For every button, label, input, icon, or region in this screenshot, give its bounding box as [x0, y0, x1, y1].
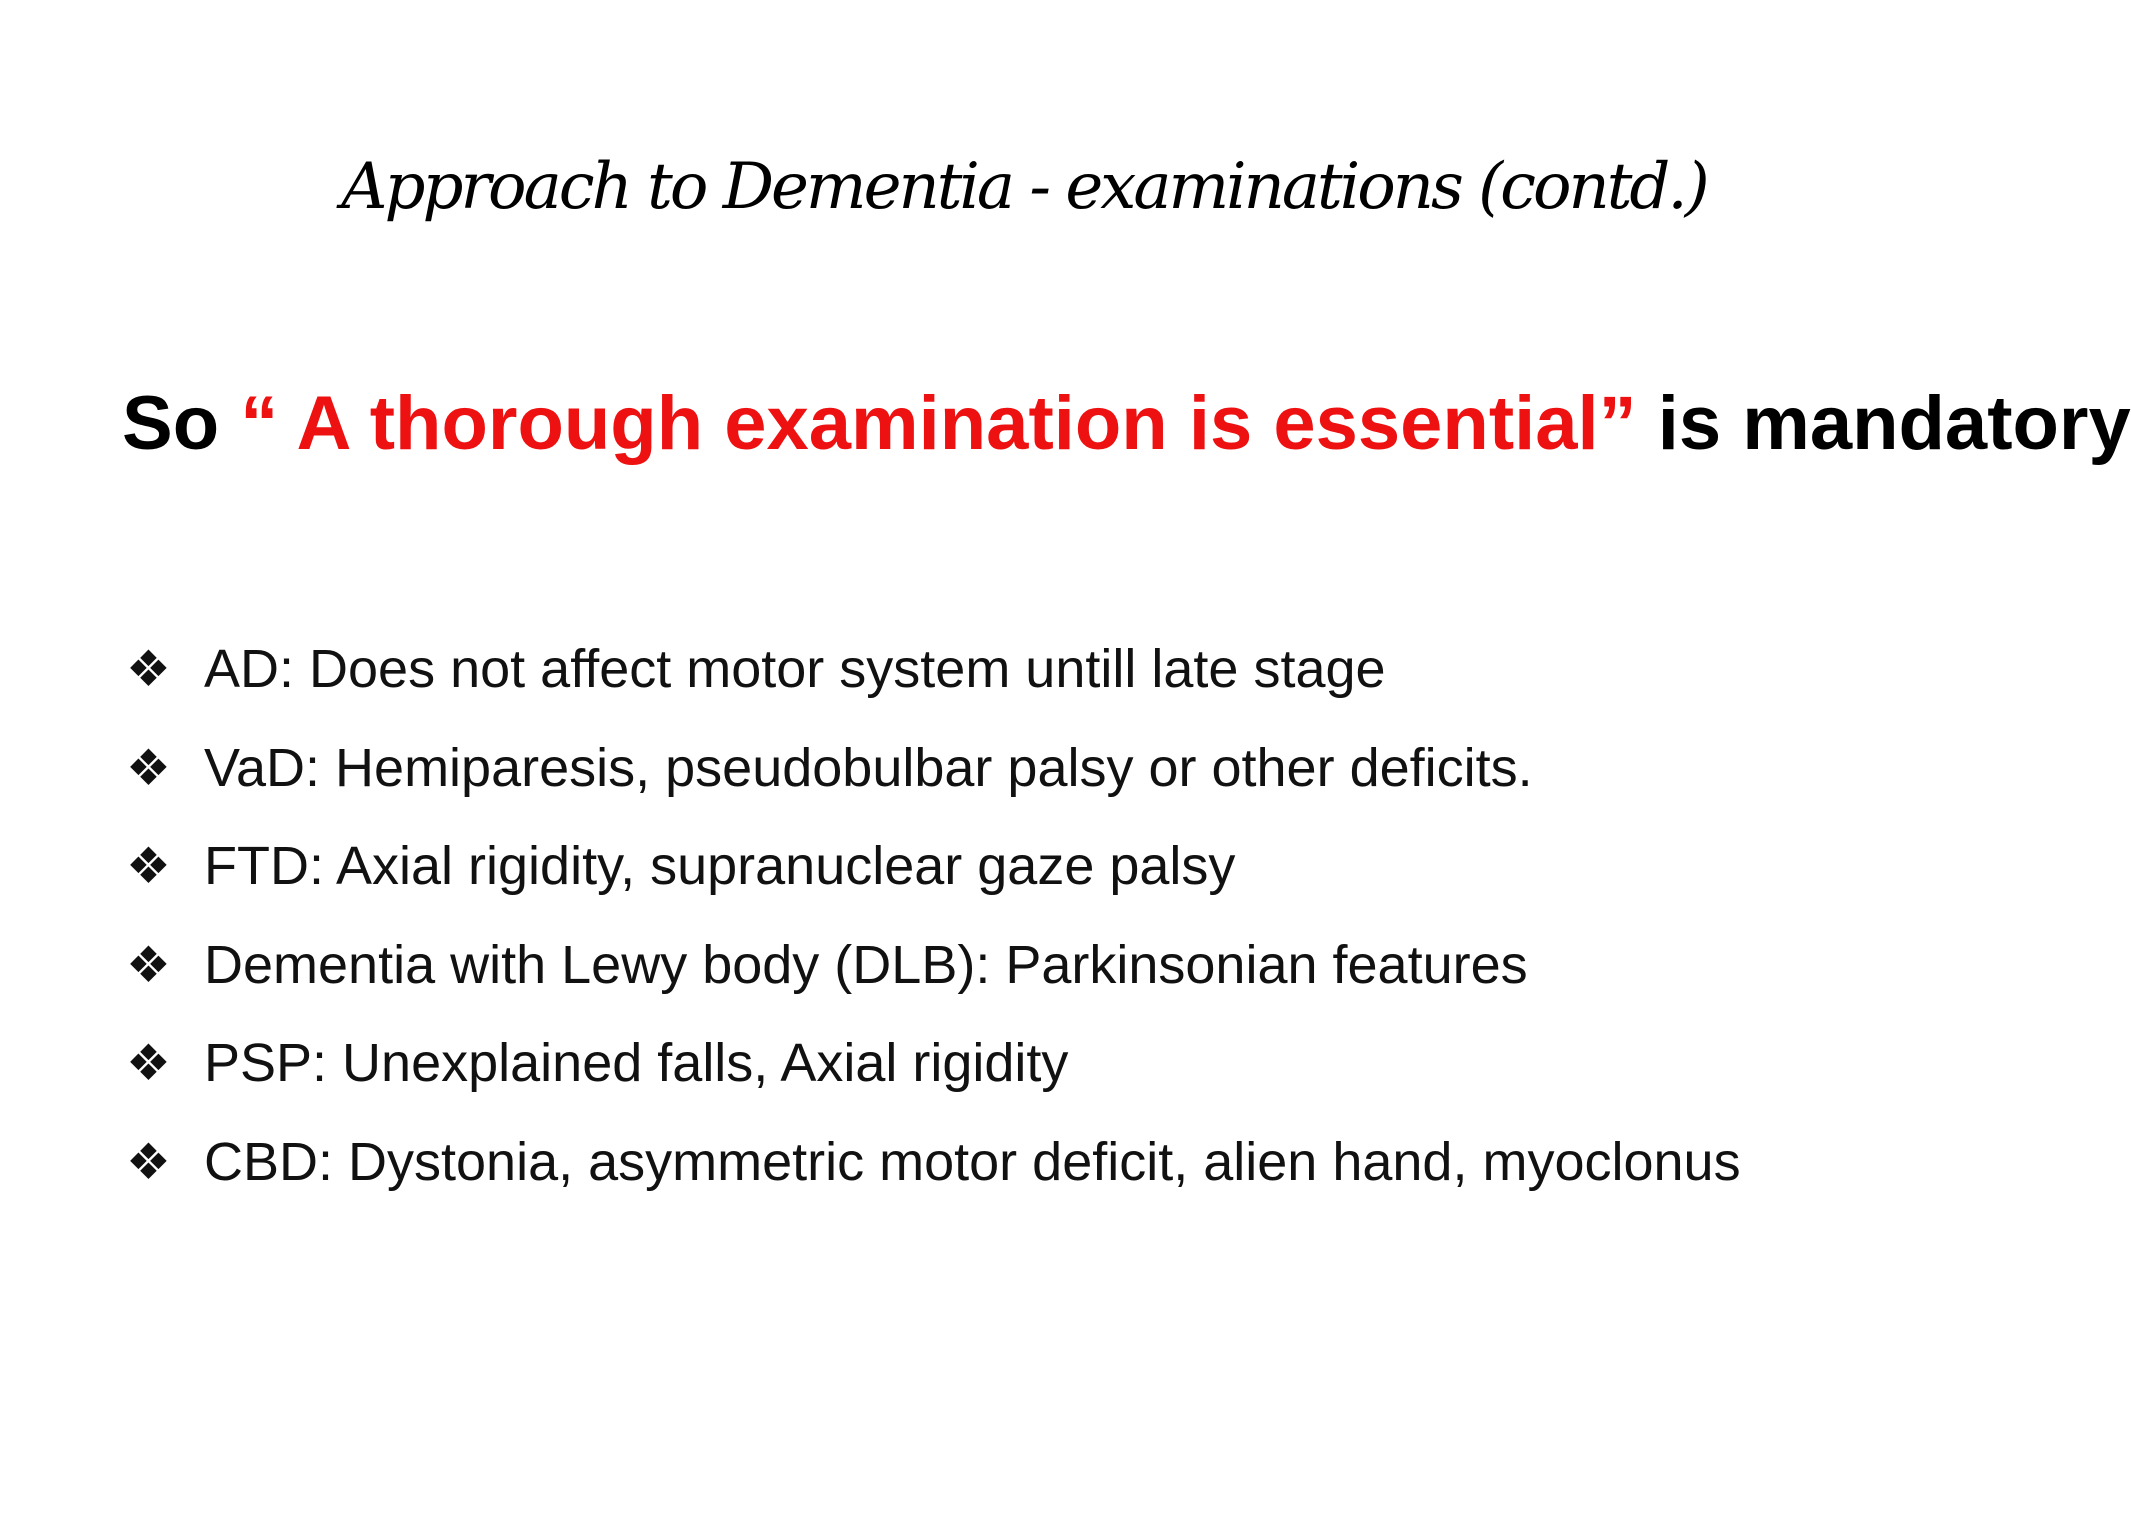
slide-title: Approach to Dementia - examinations (contd.): [341, 150, 1707, 224]
key-statement: [122, 380, 2131, 467]
four-diamond-icon: ❖: [126, 936, 171, 993]
bullet-list: [126, 620, 2006, 1211]
bullet-item: [126, 916, 2006, 1015]
four-diamond-icon: ❖: [126, 739, 171, 796]
statement-prefix: So: [122, 381, 241, 466]
four-diamond-icon: ❖: [126, 641, 171, 698]
four-diamond-icon: ❖: [126, 838, 171, 895]
statement-quote: “ A thorough examination is essential”: [240, 381, 1637, 466]
bullet-item: [126, 719, 2006, 818]
bullet-item: [126, 817, 2006, 916]
bullet-text: CBD: Dystonia, asymmetric motor deficit, alien hand, myoclonus: [204, 1131, 1741, 1192]
bullet-text: AD: Does not affect motor system untill late stage: [204, 639, 1386, 700]
four-diamond-icon: ❖: [126, 1035, 171, 1092]
bullet-item: [126, 1113, 2006, 1212]
bullet-item: [126, 620, 2006, 719]
bullet-item: [126, 1014, 2006, 1113]
bullet-text: Dementia with Lewy body (DLB): Parkinsonian features: [204, 934, 1528, 995]
bullet-text: FTD: Axial rigidity, supranuclear gaze palsy: [204, 836, 1236, 897]
bullet-text: PSP: Unexplained falls, Axial rigidity: [204, 1033, 1069, 1094]
four-diamond-icon: ❖: [126, 1133, 171, 1190]
bullet-text: VaD: Hemiparesis, pseudobulbar palsy or other deficits.: [204, 737, 1533, 798]
statement-suffix: is mandatory: [1636, 381, 2131, 466]
